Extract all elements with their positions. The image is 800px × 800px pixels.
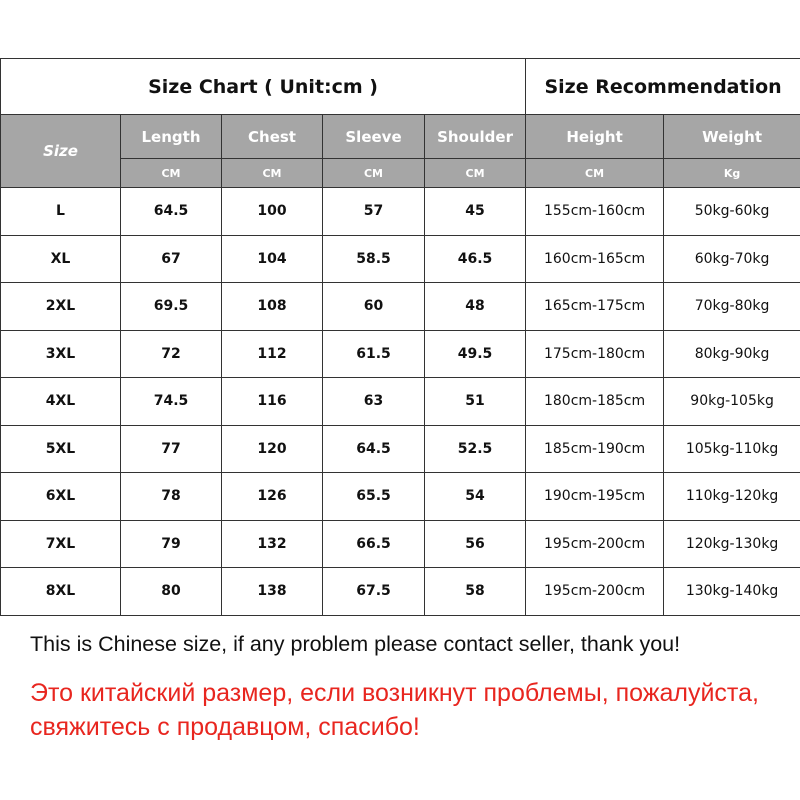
size-cell: 8XL [1, 568, 121, 616]
length-cell: 72 [121, 330, 222, 378]
height-cell: 165cm-175cm [526, 283, 664, 331]
shoulder-cell: 46.5 [425, 235, 526, 283]
table-row [1, 520, 800, 568]
chest-cell: 138 [222, 568, 323, 616]
shoulder-cell: 58 [425, 568, 526, 616]
shoulder-column-header: Shoulder [425, 115, 526, 159]
shoulder-cell: 52.5 [425, 425, 526, 473]
weight-cell: 120kg-130kg [664, 520, 800, 568]
sleeve-cell: 65.5 [323, 473, 425, 521]
sleeve-cell: 60 [323, 283, 425, 331]
weight-cell: 60kg-70kg [664, 235, 800, 283]
shoulder-cell: 49.5 [425, 330, 526, 378]
chest-cell: 120 [222, 425, 323, 473]
size-cell: L [1, 188, 121, 236]
length-unit: CM [121, 159, 222, 188]
size-column-header: Size [1, 115, 121, 188]
size-table [0, 58, 800, 616]
height-column-header: Height [526, 115, 664, 159]
english-note: This is Chinese size, if any problem please contact seller, thank you! [30, 632, 681, 656]
table-row [1, 283, 800, 331]
size-recommendation-title: Size Recommendation [526, 59, 800, 115]
size-chart-title: Size Chart ( Unit:cm ) [1, 59, 526, 115]
chest-unit: CM [222, 159, 323, 188]
sleeve-cell: 61.5 [323, 330, 425, 378]
size-cell: XL [1, 235, 121, 283]
sleeve-cell: 66.5 [323, 520, 425, 568]
weight-cell: 50kg-60kg [664, 188, 800, 236]
sleeve-cell: 57 [323, 188, 425, 236]
shoulder-cell: 56 [425, 520, 526, 568]
height-cell: 180cm-185cm [526, 378, 664, 426]
shoulder-cell: 48 [425, 283, 526, 331]
chest-cell: 108 [222, 283, 323, 331]
length-cell: 79 [121, 520, 222, 568]
sleeve-cell: 64.5 [323, 425, 425, 473]
weight-cell: 70kg-80kg [664, 283, 800, 331]
table-row [1, 473, 800, 521]
height-cell: 185cm-190cm [526, 425, 664, 473]
table-row [1, 425, 800, 473]
length-cell: 78 [121, 473, 222, 521]
size-cell: 3XL [1, 330, 121, 378]
size-chart [0, 58, 800, 616]
size-cell: 2XL [1, 283, 121, 331]
russian-note: Это китайский размер, если возникнут проблемы, пожалуйста, свяжитесь с продавцом, спасибо! [30, 679, 759, 741]
sleeve-cell: 63 [323, 378, 425, 426]
length-cell: 69.5 [121, 283, 222, 331]
height-cell: 195cm-200cm [526, 520, 664, 568]
length-cell: 64.5 [121, 188, 222, 236]
size-cell: 7XL [1, 520, 121, 568]
height-unit: CM [526, 159, 664, 188]
length-cell: 67 [121, 235, 222, 283]
shoulder-cell: 45 [425, 188, 526, 236]
weight-unit: Kg [664, 159, 800, 188]
shoulder-unit: CM [425, 159, 526, 188]
weight-cell: 80kg-90kg [664, 330, 800, 378]
height-cell: 190cm-195cm [526, 473, 664, 521]
height-cell: 160cm-165cm [526, 235, 664, 283]
weight-column-header: Weight [664, 115, 800, 159]
chest-cell: 112 [222, 330, 323, 378]
size-cell: 5XL [1, 425, 121, 473]
chest-cell: 116 [222, 378, 323, 426]
length-column-header: Length [121, 115, 222, 159]
table-row [1, 568, 800, 616]
chest-cell: 132 [222, 520, 323, 568]
weight-cell: 105kg-110kg [664, 425, 800, 473]
length-cell: 74.5 [121, 378, 222, 426]
weight-cell: 90kg-105kg [664, 378, 800, 426]
sleeve-unit: CM [323, 159, 425, 188]
chest-cell: 104 [222, 235, 323, 283]
shoulder-cell: 54 [425, 473, 526, 521]
chest-cell: 100 [222, 188, 323, 236]
size-cell: 4XL [1, 378, 121, 426]
length-cell: 77 [121, 425, 222, 473]
table-row [1, 378, 800, 426]
sleeve-cell: 67.5 [323, 568, 425, 616]
table-row [1, 330, 800, 378]
length-cell: 80 [121, 568, 222, 616]
size-cell: 6XL [1, 473, 121, 521]
table-row [1, 235, 800, 283]
height-cell: 155cm-160cm [526, 188, 664, 236]
height-cell: 195cm-200cm [526, 568, 664, 616]
height-cell: 175cm-180cm [526, 330, 664, 378]
weight-cell: 110kg-120kg [664, 473, 800, 521]
shoulder-cell: 51 [425, 378, 526, 426]
sleeve-column-header: Sleeve [323, 115, 425, 159]
chest-cell: 126 [222, 473, 323, 521]
sleeve-cell: 58.5 [323, 235, 425, 283]
table-row [1, 188, 800, 236]
chest-column-header: Chest [222, 115, 323, 159]
weight-cell: 130kg-140kg [664, 568, 800, 616]
